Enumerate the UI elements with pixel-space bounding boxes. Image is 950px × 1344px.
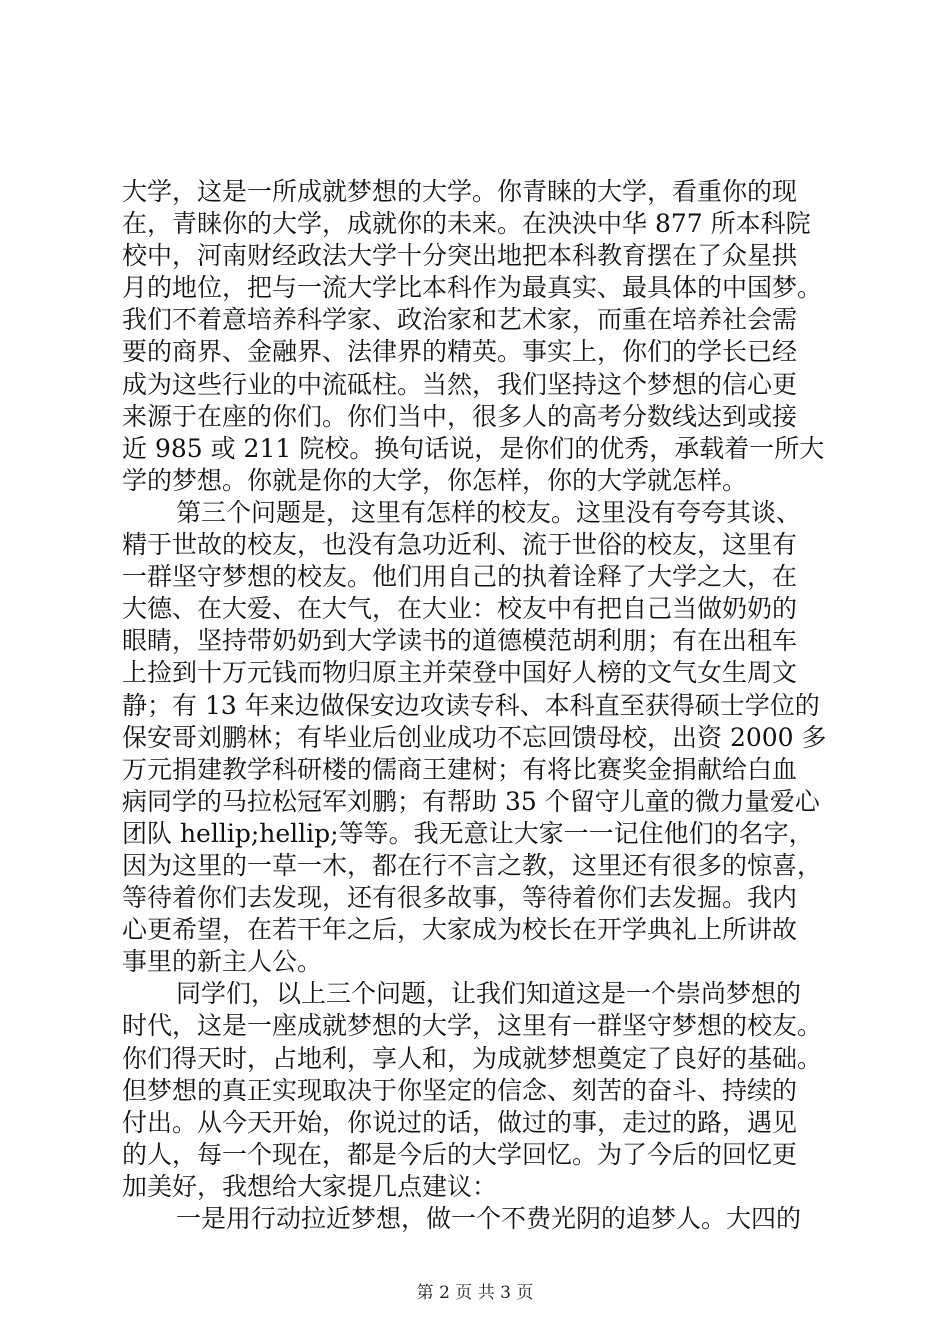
text-line: 来源于在座的你们。你们当中，很多人的高考分数线达到或接 — [122, 401, 798, 431]
paragraph-start-line: 第三个问题是，这里有怎样的校友。这里没有夸夸其谈、 — [176, 497, 802, 527]
page-footer: 第 2 页 共 3 页 — [416, 1283, 534, 1303]
text-line: 要的商界、金融界、法律界的精英。事实上，你们的学长已经 — [122, 337, 798, 367]
paragraph-start-line: 一是用行动拉近梦想，做一个不费光阴的追梦人。大四的 — [176, 1204, 802, 1233]
text-line: 校中，河南财经政法大学十分突出地把本科教育摆在了众星拱 — [122, 241, 798, 271]
text-line: 成为这些行业的中流砥柱。当然，我们坚持这个梦想的信心更 — [122, 369, 798, 399]
text-line: 等待着你们去发现，还有很多故事，等待着你们去发掘。我内 — [122, 883, 798, 913]
text-line: 的人，每一个现在，都是今后的大学回忆。为了今后的回忆更 — [122, 1139, 798, 1169]
text-line: 但梦想的真正实现取决于你坚定的信念、刻苦的奋斗、持续的 — [122, 1075, 798, 1105]
text-line: 时代，这是一座成就梦想的大学，这里有一群坚守梦想的校友。 — [122, 1011, 823, 1041]
text-line: 学的梦想。你就是你的大学，你怎样，你的大学就怎样。 — [122, 465, 748, 495]
text-line: 病同学的马拉松冠军刘鹏；有帮助 35 个留守儿童的微力量爱心 — [122, 786, 820, 816]
text-line: 一群坚守梦想的校友。他们用自己的执着诠释了大学之大，在 — [122, 562, 798, 592]
text-line: 心更希望，在若干年之后，大家成为校长在开学典礼上所讲故 — [122, 915, 798, 945]
text-line: 静；有 13 年来边做保安边攻读专科、本科直至获得硕士学位的 — [122, 690, 820, 720]
text-line: 我们不着意培养科学家、政治家和艺术家，而重在培养社会需 — [122, 305, 798, 335]
text-line: 月的地位，把与一流大学比本科作为最真实、最具体的中国梦。 — [122, 273, 823, 303]
text-line: 上捡到十万元钱而物归原主并荣登中国好人榜的文气女生周文 — [122, 658, 798, 688]
text-line: 保安哥刘鹏林；有毕业后创业成功不忘回馈母校，出资 2000 多 — [122, 722, 827, 752]
text-line: 大学，这是一所成就梦想的大学。你青睐的大学，看重你的现 — [122, 177, 798, 206]
text-line: 在，青睐你的大学，成就你的未来。在泱泱中华 877 所本科院 — [122, 209, 811, 239]
text-line: 付出。从今天开始，你说过的话，做过的事，走过的路，遇见 — [122, 1107, 798, 1137]
text-line: 加美好，我想给大家提几点建议： — [122, 1171, 498, 1201]
text-line: 大德、在大爱、在大气，在大业：校友中有把自己当做奶奶的 — [122, 594, 798, 624]
paragraph-start-line: 同学们，以上三个问题，让我们知道这是一个崇尚梦想的 — [176, 979, 802, 1009]
text-line: 因为这里的一草一木，都在行不言之教，这里还有很多的惊喜， — [122, 850, 823, 880]
body-text — [122, 176, 838, 1235]
text-line: 万元捐建教学科研楼的儒商王建树；有将比赛奖金捐献给白血 — [122, 754, 798, 784]
text-line: 你们得天时，占地利，享人和，为成就梦想奠定了良好的基础。 — [122, 1043, 823, 1073]
text-line: 事里的新主人公。 — [122, 947, 323, 977]
text-line: 近 985 或 211 院校。换句话说，是你们的优秀，承载着一所大 — [122, 433, 825, 463]
text-line: 眼睛，坚持带奶奶到大学读书的道德模范胡利朋；有在出租车 — [122, 626, 798, 656]
text-line: 精于世故的校友，也没有急功近利、流于世俗的校友，这里有 — [122, 530, 798, 560]
text-line: 团队 hellip;hellip;等等。我无意让大家一一记住他们的名字， — [122, 818, 814, 848]
